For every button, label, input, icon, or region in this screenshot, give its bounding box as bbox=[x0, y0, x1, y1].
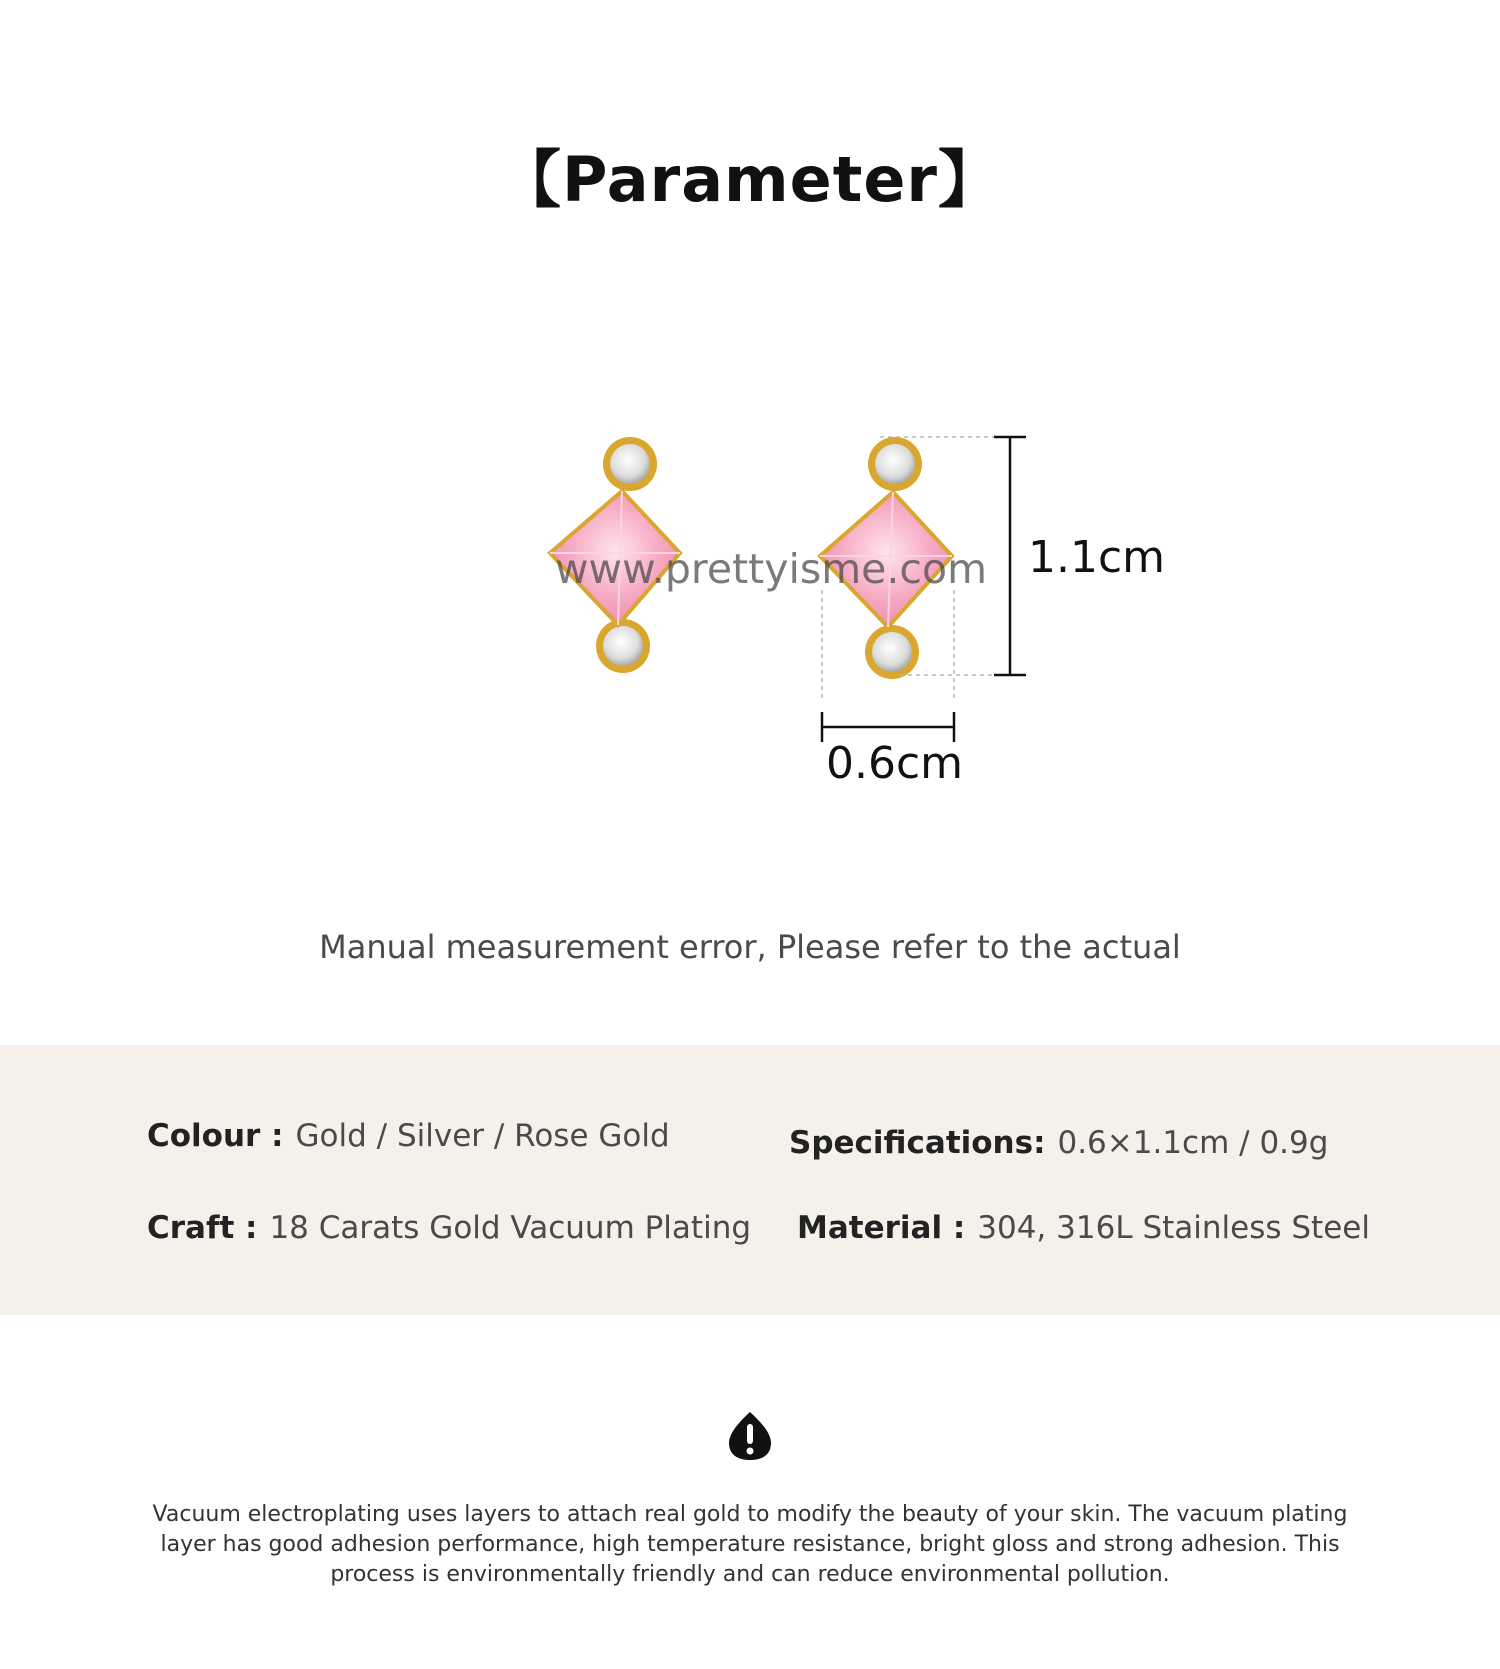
spec-colour bbox=[147, 1118, 670, 1154]
spec-specifications-value: 0.6×1.1cm / 0.9g bbox=[1057, 1125, 1329, 1161]
spec-craft bbox=[147, 1210, 751, 1246]
spec-specifications bbox=[789, 1125, 1328, 1161]
spec-craft-label: Craft : bbox=[147, 1210, 258, 1246]
spec-craft-value: 18 Carats Gold Vacuum Plating bbox=[269, 1210, 752, 1246]
height-bracket bbox=[994, 437, 1026, 675]
watermark: www.prettyisme.com bbox=[555, 545, 988, 593]
right-bottom-stone bbox=[872, 632, 912, 672]
spec-material-label: Material : bbox=[797, 1210, 966, 1246]
width-dimension-label: 0.6cm bbox=[826, 738, 964, 789]
spec-colour-value: Gold / Silver / Rose Gold bbox=[295, 1118, 670, 1154]
spec-band bbox=[0, 1045, 1500, 1315]
spec-material bbox=[797, 1210, 1370, 1246]
page-title: 【Parameter】 bbox=[499, 143, 1001, 216]
product-image bbox=[0, 400, 1500, 820]
measurement-note: Manual measurement error, Please refer to the actual bbox=[319, 928, 1181, 966]
left-bottom-stone bbox=[603, 626, 643, 666]
spec-specifications-label: Specifications: bbox=[789, 1125, 1046, 1161]
spec-material-value: 304, 316L Stainless Steel bbox=[977, 1210, 1370, 1246]
height-dimension-label: 1.1cm bbox=[1028, 532, 1166, 583]
plating-description: Vacuum electroplating uses layers to attach real gold to modify the beauty of your skin. The vacuum plating layer has good adhesion performance, high temperature resistance, bright gloss and strong adhesion. This process is environmentally friendly and can reduce environmental pollution. bbox=[152, 1502, 1348, 1587]
spec-colour-label: Colour : bbox=[147, 1118, 284, 1154]
earring-illustration bbox=[0, 400, 1500, 820]
right-top-stone bbox=[875, 444, 915, 484]
warning-drop-icon bbox=[727, 1410, 773, 1462]
left-top-stone bbox=[610, 444, 650, 484]
